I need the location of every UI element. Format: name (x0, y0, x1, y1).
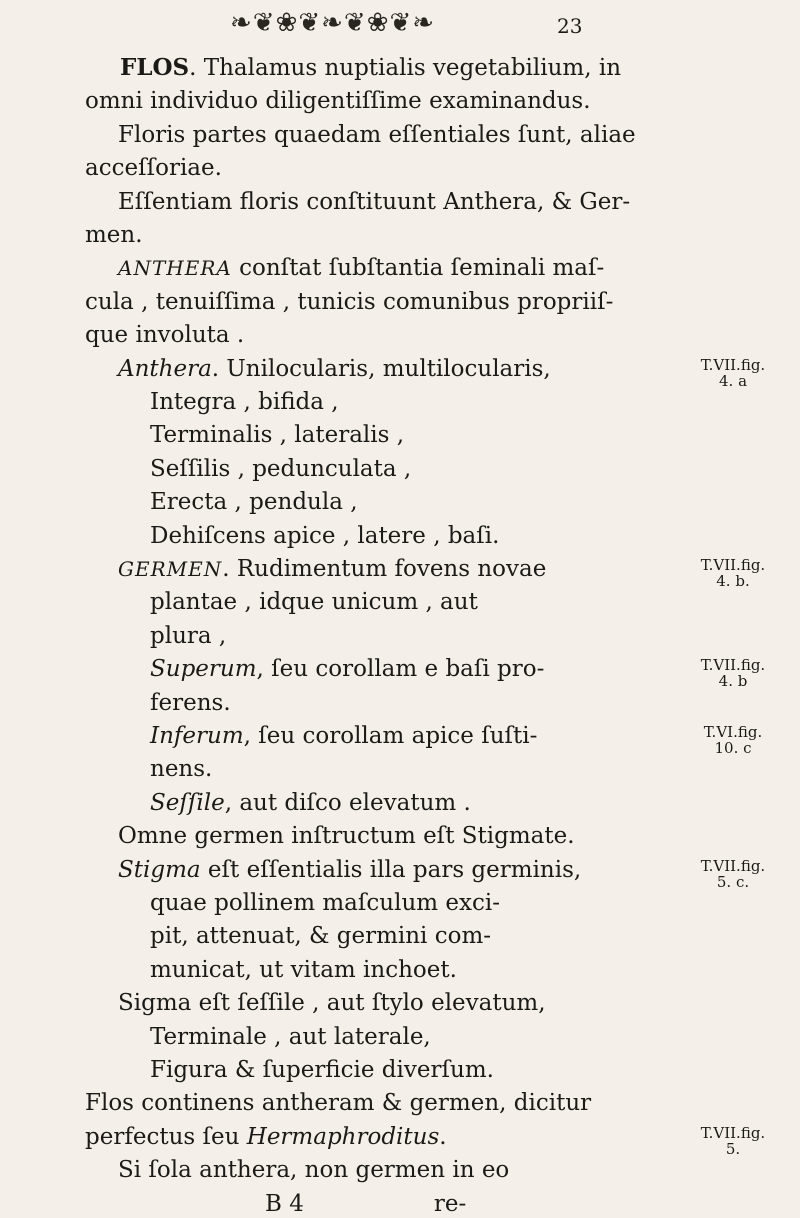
text-line: Seſſile, aut diſco elevatum . (150, 789, 471, 816)
text-line: quae pollinem maſculum exci- (150, 890, 500, 916)
text-line: Figura & ſuperficie diverſum. (150, 1057, 494, 1083)
term-anthera: ANTHERA (118, 256, 232, 281)
text-line: Seſſilis , pedunculata , (150, 455, 412, 482)
margin-note: T.VII.fig. 5. c. (700, 856, 766, 891)
term-inferum: Inferum (150, 723, 244, 749)
margin-note: T.VII.fig. 4. b. (700, 556, 766, 590)
text-line: Erecta , pendula , (150, 489, 358, 516)
signature-mark: B 4 (265, 1190, 304, 1217)
text-line: plantae , idque unicum , aut (150, 589, 478, 616)
text-line: Anthera. Unilocularis, multilocularis, (118, 355, 551, 382)
text-line: Eſſentiam floris conſtituunt Anthera, & Ger- (118, 188, 631, 215)
text-line (85, 1123, 447, 1151)
term-germen: GERMEN (118, 557, 223, 581)
text-line: Terminale , aut laterale, (150, 1023, 431, 1050)
text-line: Superum, ſeu corollam e baſi pro- (150, 656, 545, 683)
margin-note: T.VII.fig. 4. a (700, 355, 766, 390)
term-stigma: Stigma (118, 856, 201, 883)
margin-note: T.VII.fig. 5. (700, 1123, 766, 1158)
text-line: Integra , bifida , (150, 389, 339, 415)
margin-note: T.VII.fig. 4. b (700, 656, 766, 691)
term-superum: Superum (150, 656, 257, 683)
page-number: 23 (557, 14, 583, 38)
text-line: GERMEN. Rudimentum fovens novae (118, 556, 547, 582)
text-line: Stigma eſt eſſentialis illa pars germinis, (118, 856, 582, 883)
text-line (265, 1190, 466, 1218)
text-line: Flos continens antheram & germen, dicitur (85, 1090, 592, 1117)
text-line: omni individuo diligentiſſime examinandus. (85, 88, 591, 115)
text-line: Sigma eſt ſeſſile , aut ſtylo elevatum, (118, 990, 546, 1017)
text-line: men. (85, 222, 143, 248)
text-line: nens. (150, 756, 213, 783)
term-sessile: Seſſile (150, 789, 225, 816)
text-line: pit, attenuat, & germini com- (150, 923, 492, 950)
term-anthera-def: Anthera (118, 355, 212, 382)
text-line: municat, ut vitam inchoet. (150, 956, 457, 983)
text-line: Si ſola anthera, non germen in eo (118, 1157, 510, 1184)
header-ornament: ❧❦❀❦❧❦❀❦❧ (230, 8, 436, 38)
text-line: FLOS. Thalamus nuptialis vegetabilium, in (120, 54, 622, 81)
text-line: acceſſoriae. (85, 155, 222, 182)
margin-note: T.VI.fig. 10. c (703, 723, 763, 757)
text-line: Omne germen inſtructum eſt Stigmate. (118, 823, 575, 850)
catchword: re- (433, 1190, 467, 1217)
text-line: que involuta . (85, 322, 245, 349)
term-flos: FLOS (120, 54, 190, 81)
term-hermaphroditus: Hermaphroditus (246, 1123, 440, 1150)
text-line: ferens. (150, 689, 231, 716)
text-line: Dehiſcens apice , latere , baſi. (150, 522, 500, 549)
text-span: perfectus ſeu (85, 1123, 247, 1150)
text-line: Inferum, ſeu corollam apice ſuſti- (150, 723, 538, 749)
text-line: ANTHERA conſtat ſubſtantia ſeminali maſ- (118, 255, 605, 282)
text-span: . (439, 1123, 447, 1150)
text-line: Floris partes quaedam eſſentiales ſunt, aliae (118, 121, 636, 148)
text-line: cula , tenuiſſima , tunicis comunibus propriiſ- (85, 288, 614, 315)
text-line: plura , (150, 622, 227, 649)
text-line: Terminalis , lateralis , (150, 422, 405, 449)
